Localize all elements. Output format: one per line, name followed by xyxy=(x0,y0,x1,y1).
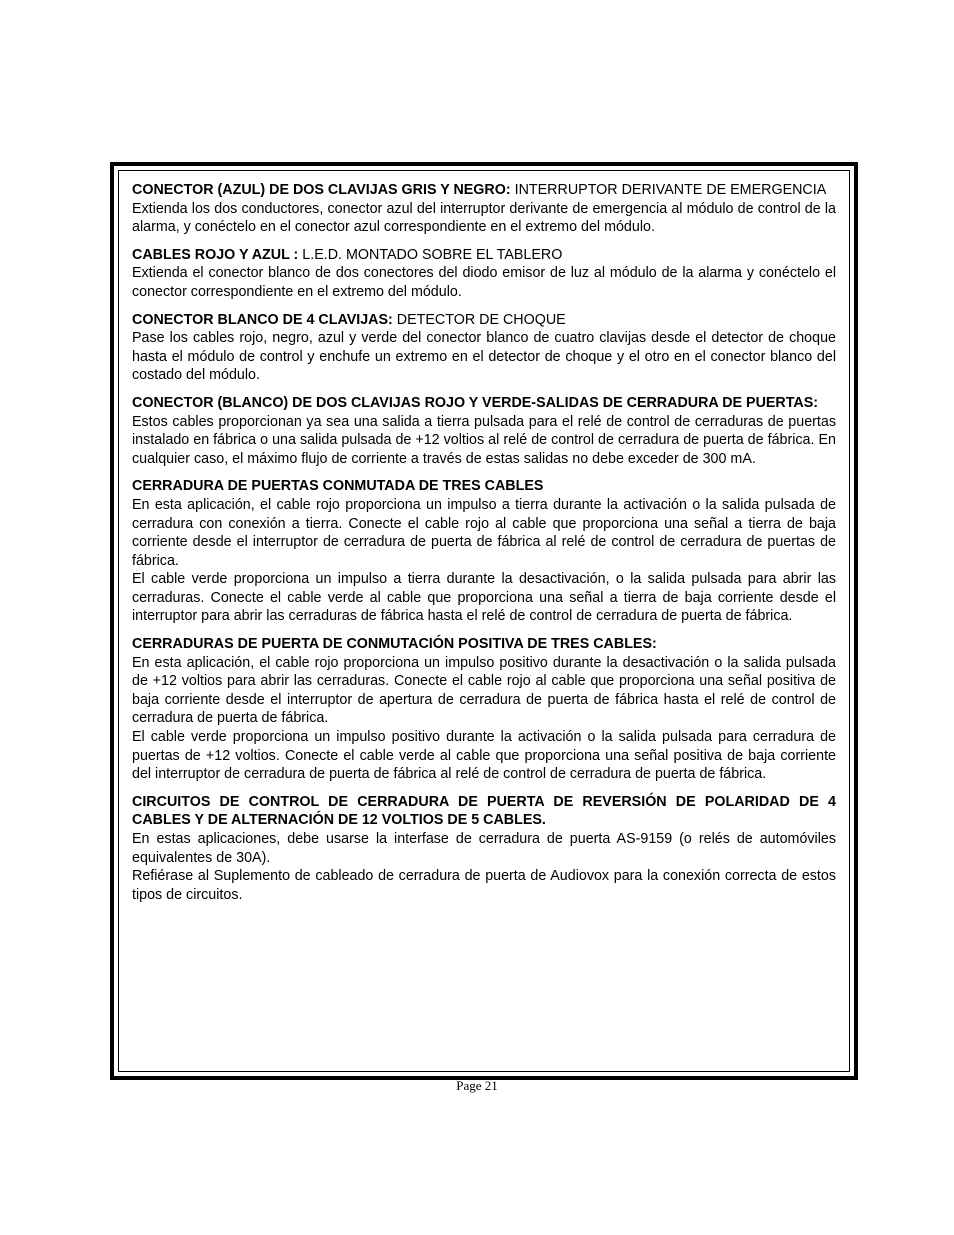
page-number: Page 21 xyxy=(456,1078,498,1093)
section-three-wire-positive xyxy=(132,635,836,784)
section-reversal-polarity xyxy=(132,793,836,905)
heading-bold: CIRCUITOS DE CONTROL DE CERRADURA DE PUERTA DE REVERSIÓN DE POLARIDAD DE 4 CABLES Y DE ALTERNACIÓN DE 12 VOLTIOS DE 5 CABLES. xyxy=(132,793,836,829)
section-shock-detector xyxy=(132,311,836,385)
heading-bold: CERRADURA DE PUERTAS CONMUTADA DE TRES CABLES xyxy=(132,478,544,495)
section-heading xyxy=(132,181,836,200)
heading-rest: DETECTOR DE CHOQUE xyxy=(392,311,566,328)
document-body xyxy=(132,181,836,913)
section-heading xyxy=(132,311,836,330)
heading-rest: L.E.D. MONTADO SOBRE EL TABLERO xyxy=(298,246,563,263)
heading-bold: CERRADURAS DE PUERTA DE CONMUTACIÓN POSITIVA DE TRES CABLES: xyxy=(132,636,657,653)
section-three-wire-switched xyxy=(132,477,836,626)
section-paragraph: Extienda el conector blanco de dos conectores del diodo emisor de luz al módulo de la alarma y conéctelo el conector correspondiente en el extremo del módulo. xyxy=(132,265,836,300)
heading-bold: CONECTOR BLANCO DE 4 CLAVIJAS: xyxy=(132,311,393,328)
section-paragraph: En esta aplicación, el cable rojo proporciona un impulso a tierra durante la activación o la salida pulsada de cerradura con conexión a tierra. Conecte el cable rojo al cable que proporciona una señal a tierra de baja corriente desde el interruptor de cerradura de puerta de fábrica al relé de control de cerradura de puertas de fábrica. xyxy=(132,496,836,569)
section-paragraph: Refiérase al Suplemento de cableado de cerradura de puerta de Audiovox para la conexión correcta de estos tipos de circuitos. xyxy=(132,868,836,903)
heading-rest: INTERRUPTOR DERIVANTE DE EMERGENCIA xyxy=(510,182,827,198)
section-paragraph: Extienda los dos conductores, conector azul del interruptor derivante de emergencia al módulo de control de la alarma, y conéctelo en el conector azul correspondiente en el extremo del módulo. xyxy=(132,200,836,236)
section-heading xyxy=(132,246,836,265)
section-paragraph: En estas aplicaciones, debe usarse la interfase de cerradura de puerta AS-9159 (o relés de automóviles equivalentes de 30A). xyxy=(132,831,836,866)
section-paragraph: El cable verde proporciona un impulso positivo durante la activación o la salida pulsada para cerradura de puertas de +12 voltios. Conecte el cable verde al cable que proporciona una señal positiva de baja corriente del interruptor de cerradura de puerta de fábrica al relé de control de cerradura de puerta de fábrica. xyxy=(132,729,836,783)
section-heading xyxy=(132,793,836,830)
heading-bold: CONECTOR (BLANCO) DE DOS CLAVIJAS ROJO Y VERDE-SALIDAS DE CERRADURA DE PUERTAS: xyxy=(132,394,819,411)
section-heading xyxy=(132,477,836,496)
heading-bold: CONECTOR (AZUL) DE DOS CLAVIJAS GRIS Y NEGRO: xyxy=(132,182,511,198)
section-paragraph: Estos cables proporcionan ya sea una salida a tierra pulsada para el relé de control de cerraduras de puertas instalado en fábrica o una salida pulsada de +12 voltios al relé de control de cerradura de puerta de fábrica. En cualquier caso, el máximo flujo de corriente a través de estas salidas no debe exceder de 300 mA. xyxy=(132,413,836,467)
section-door-lock-outputs xyxy=(132,394,836,468)
section-heading xyxy=(132,635,836,654)
section-shock-bypass xyxy=(132,181,836,237)
page-border-inner xyxy=(118,170,850,1072)
section-paragraph: El cable verde proporciona un impulso a tierra durante la desactivación, o la salida pulsada para abrir las cerraduras. Conecte el cable verde al cable que proporciona una señal a tierra de baja corriente desde el interruptor para abrir las cerraduras de fábrica hasta el relé de control de cerradura de puerta de fábrica. xyxy=(132,571,836,625)
page-border xyxy=(110,162,858,1080)
section-paragraph: En esta aplicación, el cable rojo proporciona un impulso positivo durante la desactivación o la salida pulsada de +12 voltios para abrir las cerraduras. Conecte el cable rojo al cable que proporciona una señal positiva de baja corriente desde el interruptor de apertura de cerradura de puerta de fábrica hasta el relé de control de cerradura de puerta de fábrica. xyxy=(132,654,836,727)
heading-bold: CABLES ROJO Y AZUL : xyxy=(132,246,299,263)
section-led xyxy=(132,246,836,302)
section-heading xyxy=(132,394,836,413)
section-paragraph: Pase los cables rojo, negro, azul y verde del conector blanco de cuatro clavijas desde el detector de choque hasta el módulo de control y enchufe un extremo en el detector de choque y el otro en el conector blanco del costado del módulo. xyxy=(132,330,836,384)
